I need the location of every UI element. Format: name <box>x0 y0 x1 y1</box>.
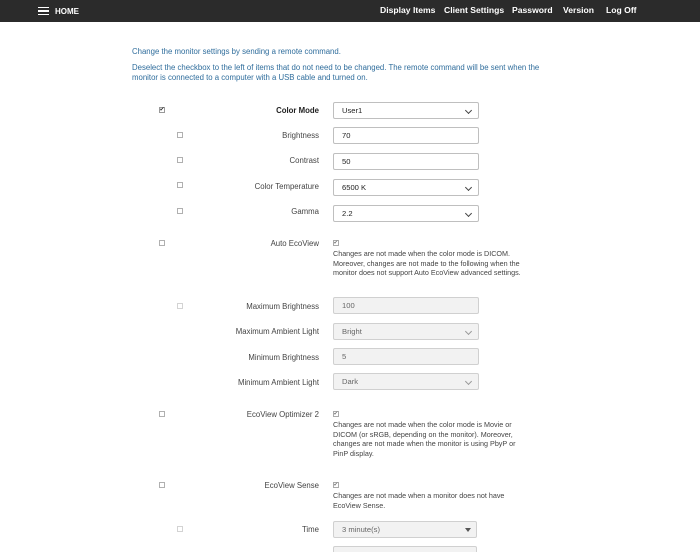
contrast-input[interactable] <box>333 153 479 170</box>
time-select[interactable] <box>333 521 477 538</box>
min-brightness-value: 5 <box>342 352 347 361</box>
ecoview-optimizer-label: EcoView Optimizer 2 <box>246 410 319 419</box>
contrast-label: Contrast <box>289 156 319 165</box>
time-label: Time <box>301 525 319 534</box>
color-temperature-label: Color Temperature <box>254 182 319 191</box>
brightness-input[interactable] <box>333 127 479 144</box>
nav-version[interactable]: Version <box>563 5 595 15</box>
color-temperature-select[interactable] <box>333 179 479 196</box>
min-brightness-input[interactable] <box>333 348 479 365</box>
contrast-value: 50 <box>342 157 351 166</box>
color-mode-label: Color Mode <box>276 106 319 115</box>
ecoview-optimizer-toggle[interactable] <box>333 411 339 417</box>
home-link[interactable] <box>38 0 79 22</box>
auto-ecoview-label: Auto EcoView <box>270 239 319 248</box>
gamma-select[interactable] <box>333 205 479 222</box>
gamma-value: 2.2 <box>342 209 353 218</box>
min-ambient-label: Minimum Ambient Light <box>237 378 319 387</box>
chevron-down-icon <box>465 107 472 114</box>
home-label: HOME <box>55 6 79 16</box>
time-value: 3 minute(s) <box>342 525 380 534</box>
min-ambient-value: Dark <box>342 377 359 386</box>
chevron-down-icon <box>465 378 472 385</box>
ecoview-sense-toggle[interactable] <box>333 482 339 488</box>
chevron-down-icon <box>465 184 472 191</box>
nav-password[interactable]: Password <box>512 5 553 15</box>
nav-client-settings[interactable]: Client Settings <box>444 5 505 15</box>
next-setting-field[interactable] <box>333 546 477 552</box>
max-brightness-label: Maximum Brightness <box>246 302 319 311</box>
max-brightness-value: 100 <box>342 301 355 310</box>
brightness-value: 70 <box>342 131 351 140</box>
caret-down-icon <box>465 528 471 532</box>
min-brightness-label: Minimum Brightness <box>248 353 319 362</box>
intro-line-1: Change the monitor settings by sending a remote command. <box>132 47 341 56</box>
max-ambient-label: Maximum Ambient Light <box>235 327 319 336</box>
gamma-label: Gamma <box>291 207 319 216</box>
nav-log-off[interactable]: Log Off <box>606 5 637 15</box>
max-brightness-input[interactable] <box>333 297 479 314</box>
color-mode-value: User1 <box>342 106 363 115</box>
auto-ecoview-note: Changes are not made when the color mode is DICOM. Moreover, changes are not made to the following when the monitor does not support Auto EcoView advanced settings. <box>333 249 521 278</box>
max-ambient-select[interactable] <box>333 323 479 340</box>
top-nav-bar <box>0 0 700 22</box>
chevron-down-icon <box>465 210 472 217</box>
ecoview-sense-label: EcoView Sense <box>264 481 319 490</box>
auto-ecoview-toggle[interactable] <box>333 240 339 246</box>
brightness-label: Brightness <box>282 131 319 140</box>
color-mode-select[interactable] <box>333 102 479 119</box>
ecoview-sense-note: Changes are not made when a monitor does not have EcoView Sense. <box>333 491 505 510</box>
intro-line-2: Deselect the checkbox to the left of items that do not need to be changed. The remote command will be sent when the monitor is connected to a computer with a USB cable and turned on. <box>132 63 540 82</box>
chevron-down-icon <box>465 328 472 335</box>
menu-icon[interactable] <box>38 7 49 16</box>
max-ambient-value: Bright <box>342 327 362 336</box>
min-ambient-select[interactable] <box>333 373 479 390</box>
color-temperature-value: 6500 K <box>342 183 367 192</box>
nav-display-items[interactable]: Display Items <box>380 5 436 15</box>
ecoview-optimizer-note: Changes are not made when the color mode is Movie or DICOM (or sRGB, depending on the monitor). Moreover, changes are not made when the monitor is using PbyP or PinP display. <box>333 420 516 458</box>
